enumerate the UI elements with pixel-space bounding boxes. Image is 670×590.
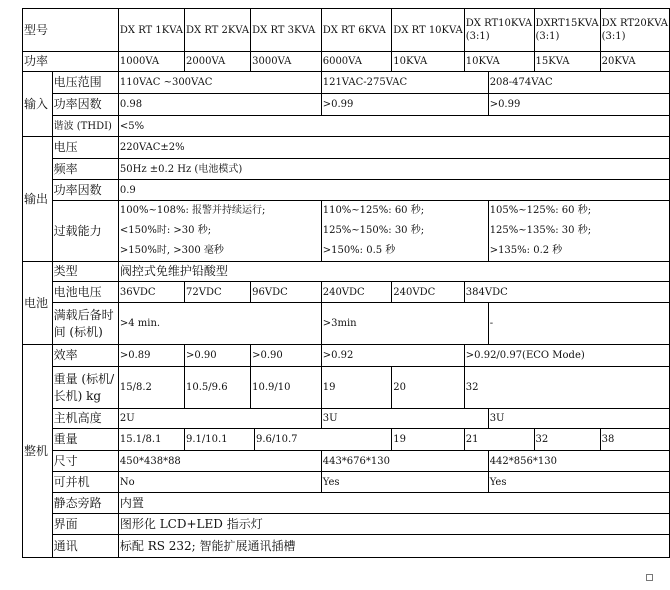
power-20kva: 20KVA [600,52,669,72]
weight-std-3to1: 32 [464,367,669,409]
row-input-pf [23,94,670,116]
power-6kva: 6000VA [321,52,392,72]
bypass-value: 内置 [118,493,669,514]
battery-backup-high: - [488,303,669,345]
weight-std-label-line2: 长机) kg [53,388,102,403]
row-comm [23,535,670,558]
output-voltage-value: 220VAC±2% [118,137,669,159]
input-thd-value: <5% [118,116,669,137]
weight-6kva: 19 [392,429,464,451]
overload-high-line: >135%: 0.2 秒 [489,245,563,256]
weight-10kva: 21 [464,429,534,451]
weight-std-3kva: 10.9/10 [251,367,322,409]
power-2kva: 2000VA [185,52,251,72]
row-output-pf [23,180,670,201]
battery-backup-mid: >3min [321,303,488,345]
size-high: 442*856*130 [488,451,669,472]
row-size [23,451,670,472]
model-10kva: DX RT 10KVA [392,9,464,52]
weight-std-label-line1: 重量 (标机/ [53,371,115,386]
model-15kva-line2: (3:1) [535,31,560,42]
input-voltage-mid: 121VAC-275VAC [321,72,488,94]
row-output-overload [23,201,670,262]
input-thd-label: 谐波 (THDI) [52,116,118,137]
output-pf-label: 功率因数 [52,180,118,201]
row-model [23,9,670,52]
model-15kva-line1: DXRT15KVA [535,18,599,29]
overload-mid-line: >150%: 0.5 秒 [322,245,396,256]
efficiency-3kva: >0.90 [251,345,322,367]
overload-low [118,201,321,262]
battery-type-label: 类型 [52,262,118,282]
overload-low-line: >150%时, >300 毫秒 [119,245,224,256]
section-unit: 整机 [23,345,53,558]
model-10kva-3to1 [464,9,534,52]
row-output-voltage [23,137,670,159]
battery-voltage-3kva: 96VDC [251,282,322,303]
overload-low-line: 100%~108%: 报警并持续运行; [119,205,266,216]
input-pf-mid: >0.99 [321,94,488,116]
weight-10kva-3to1: 32 [534,429,600,451]
model-1kva: DX RT 1KVA [118,9,184,52]
model-label: 型号 [23,9,119,52]
section-battery: 电池 [23,262,53,345]
row-input-thd [23,116,670,137]
battery-voltage-6kva: 240VDC [321,282,392,303]
comm-label: 通讯 [52,535,118,558]
power-10kva: 10KVA [392,52,464,72]
efficiency-2kva: >0.90 [185,345,251,367]
model-6kva: DX RT 6KVA [321,9,392,52]
interface-label: 界面 [52,514,118,535]
row-weight [23,429,670,451]
output-freq-label: 频率 [52,159,118,180]
overload-high-line: 105%~125%: 60 秒; [489,205,592,216]
weight-3kva: 9.6/10.7 [255,429,392,451]
battery-backup-label [52,303,118,345]
weight-label: 重量 [52,429,118,451]
power-10kva-3to1: 10KVA [464,52,534,72]
output-freq-value: 50Hz ±0.2 Hz (电池模式) [118,159,669,180]
model-20kva-line2: (3:1) [601,31,626,42]
row-height [23,409,670,429]
overload-mid [321,201,488,262]
power-15kva: 15KVA [534,52,600,72]
interface-value: 图形化 LCD+LED 指示灯 [118,514,669,535]
section-output: 输出 [23,137,53,262]
battery-backup-label-line1: 满载后备时 [53,307,114,322]
model-2kva: DX RT 2KVA [185,9,251,52]
row-battery-type [23,262,670,282]
model-3kva: DX RT 3KVA [251,9,322,52]
row-output-freq [23,159,670,180]
row-input-voltage [23,72,670,94]
model-10kva-3to1-line2: (3:1) [465,31,490,42]
battery-voltage-10kva: 240VDC [392,282,464,303]
overload-high-line: 125%~135%: 30 秒; [489,225,592,236]
efficiency-3to1: >0.92/0.97(ECO Mode) [464,345,669,367]
efficiency-6-10kva: >0.92 [321,345,464,367]
row-parallel [23,472,670,493]
size-mid: 443*676*130 [321,451,488,472]
parallel-low: No [118,472,321,493]
overload-low-line: <150%时: >30 秒; [119,225,212,236]
weight-1kva: 15.1/8.1 [118,429,184,451]
weight-std-1kva: 15/8.2 [118,367,184,409]
output-voltage-label: 电压 [52,137,118,159]
input-voltage-label: 电压范围 [52,72,118,94]
overload-high [488,201,669,262]
spec-table [22,8,670,558]
input-pf-label: 功率因数 [52,94,118,116]
model-15kva-3to1 [534,9,600,52]
model-20kva-3to1 [600,9,669,52]
battery-voltage-label: 电池电压 [52,282,118,303]
row-power [23,52,670,72]
battery-voltage-1kva: 36VDC [118,282,184,303]
overload-mid-line: 125%~150%: 30 秒; [322,225,425,236]
overload-mid-line: 110%~125%: 60 秒; [322,205,425,216]
row-bypass [23,493,670,514]
output-pf-value: 0.9 [118,180,669,201]
parallel-high: Yes [488,472,669,493]
row-efficiency [23,345,670,367]
output-overload-label: 过载能力 [52,201,118,262]
efficiency-1kva: >0.89 [118,345,184,367]
row-battery-backup [23,303,670,345]
power-3kva: 3000VA [251,52,322,72]
weight-2kva: 9.1/10.1 [185,429,255,451]
input-pf-high: >0.99 [488,94,669,116]
efficiency-label: 效率 [52,345,118,367]
height-mid: 3U [321,409,488,429]
battery-backup-low: >4 min. [118,303,321,345]
weight-std-2kva: 10.5/9.6 [185,367,251,409]
row-weight-std [23,367,670,409]
weight-15-20kva: 38 [600,429,669,451]
end-of-table-marker [646,574,653,581]
height-high: 3U [488,409,669,429]
input-pf-low: 0.98 [118,94,321,116]
battery-type-value: 阀控式免维护铅酸型 [118,262,669,282]
section-input: 输入 [23,72,53,137]
weight-std-6kva: 19 [321,367,392,409]
height-label: 主机高度 [52,409,118,429]
power-label: 功率 [23,52,119,72]
row-battery-voltage [23,282,670,303]
model-10kva-3to1-line1: DX RT10KVA [465,18,533,29]
comm-value: 标配 RS 232; 智能扩展通讯插槽 [118,535,669,558]
size-low: 450*438*88 [118,451,321,472]
parallel-label: 可并机 [52,472,118,493]
size-label: 尺寸 [52,451,118,472]
model-20kva-line1: DX RT20KVA [601,18,668,29]
row-interface [23,514,670,535]
input-voltage-low: 110VAC ~300VAC [118,72,321,94]
weight-std-label [52,367,118,409]
battery-voltage-2kva: 72VDC [185,282,251,303]
battery-voltage-3to1: 384VDC [464,282,669,303]
bypass-label: 静态旁路 [52,493,118,514]
parallel-mid: Yes [321,472,488,493]
weight-std-10kva: 20 [392,367,464,409]
battery-backup-label-line2: 间 (标机) [53,324,103,339]
input-voltage-high: 208-474VAC [488,72,669,94]
height-low: 2U [118,409,321,429]
power-1kva: 1000VA [118,52,184,72]
